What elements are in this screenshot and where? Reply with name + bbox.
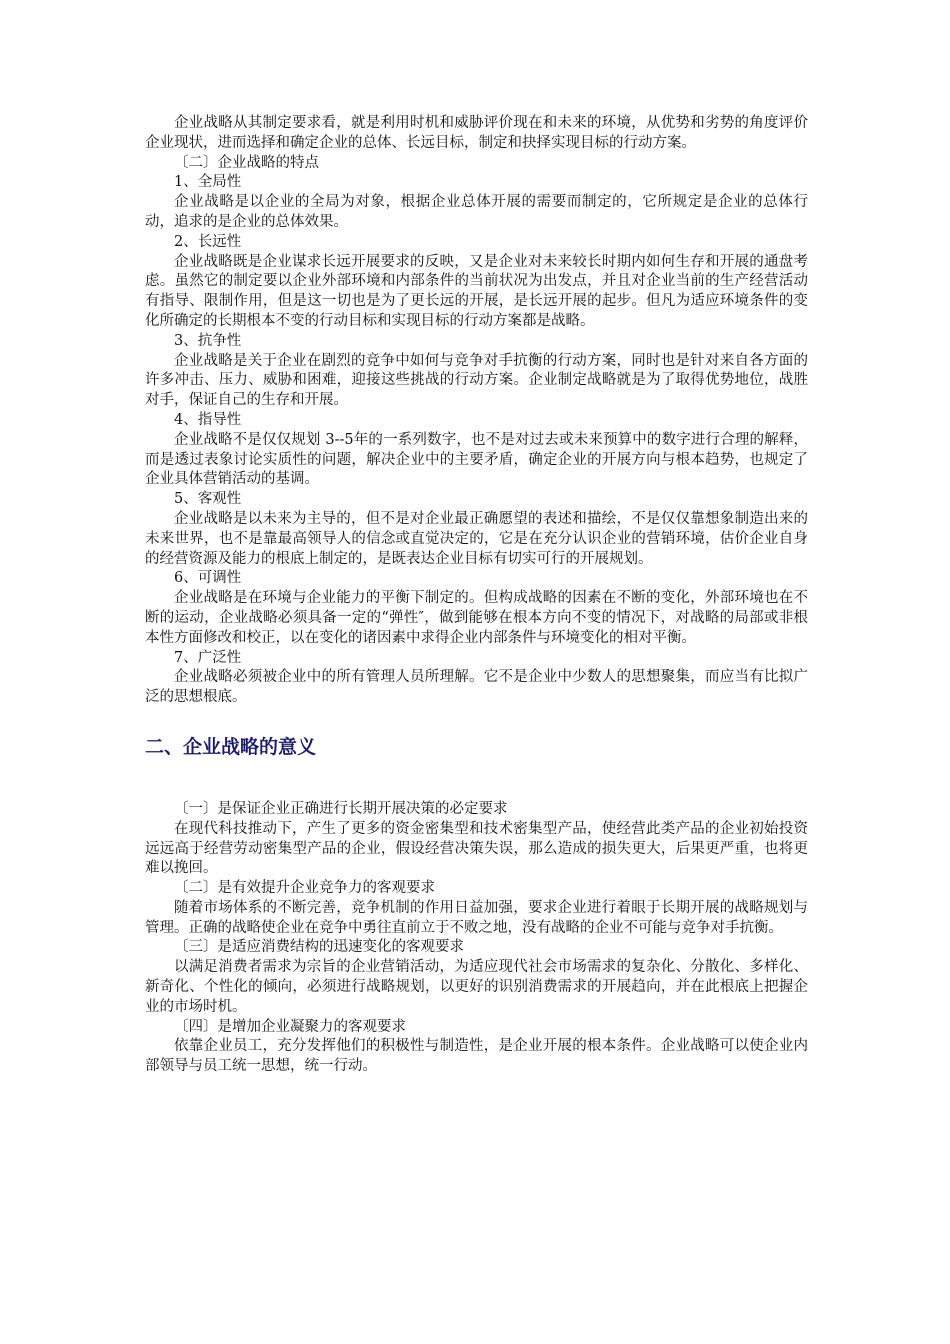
feature-text: 企业战略必须被企业中的所有管理人员所理解。它不是企业中少数人的思想聚集，而应当有比拟广泛的思想根底。 bbox=[145, 669, 808, 706]
significance-title: 〔一〕是保证企业正确进行长期开展决策的必定要求 bbox=[174, 800, 508, 817]
intro-paragraph: 企业战略从其制定要求看，就是利用时机和威胁评价现在和未来的环境，从优势和劣势的角度评价企业现状，进而选择和确定企业的总体、长远目标，制定和抉择实现目标的行动方案。 bbox=[145, 115, 808, 151]
significance-title: 〔四〕是增加企业凝聚力的客观要求 bbox=[174, 1018, 406, 1035]
feature-title: 3、抗争性 bbox=[174, 332, 242, 349]
document-page bbox=[145, 114, 808, 1077]
feature-text: 企业战略是以企业的全局为对象，根据企业总体开展的需要而制定的，它所规定是企业的总体行动，追求的是企业的总体效果。 bbox=[145, 194, 808, 230]
feature-title: 2、长远性 bbox=[174, 233, 242, 250]
significance-text: 以满足消费者需求为宗旨的企业营销活动，为适应现代社会市场需求的复杂化、分散化、多样化、新奇化、个性化的倾向，必须进行战略规划，以更好的识别消费需求的开展趋向，并在此根底上把握企业的市场时机。 bbox=[145, 959, 808, 1015]
feature-title: 1、全局性 bbox=[174, 174, 242, 191]
feature-text: 企业战略是关于企业在剧烈的竞争中如何与竞争对手抗衡的行动方案，同时也是针对来自各方面的许多冲击、压力、威胁和困难，迎接这些挑战的行动方案。企业制定战略就是为了取得优势地位，战胜对手，保证自己的生存和开展。 bbox=[145, 352, 808, 409]
significance-title: 〔二〕是有效提升企业竞争力的客观要求 bbox=[174, 880, 435, 897]
significance-title: 〔三〕是适应消费结构的迅速变化的客观要求 bbox=[174, 939, 464, 956]
feature-text: 企业战略不是仅仅规划 3--5年的一系列数字，也不是对过去或未来预算中的数字进行合理的解释，而是透过表象讨论实质性的问题，解决企业中的主要矛盾，确定企业的开展方向与根本趋势，也规定了企业具体营销活动的基调。 bbox=[145, 431, 808, 488]
feature-text: 企业战略是以未来为主导的，但不是对企业最正确愿望的表述和描绘，不是仅仅靠想象制造出来的未来世界，也不是靠最高领导人的信念或直觉决定的，它是在充分认识企业的营销环境，估价企业自身的经营资源及能力的根底上制定的，是既表达企业目标有切实可行的开展规划。 bbox=[145, 510, 808, 567]
feature-title: 6、可调性 bbox=[174, 570, 242, 587]
feature-text: 企业战略是在环境与企业能力的平衡下制定的。但构成战略的因素在不断的变化，外部环境也在不断的运动，企业战略必须具备一定的“弹性″，做到能够在根本方向不变的情况下，对战略的局部或非根本性方面修改和校正，以在变化的诸因素中求得企业内部条件与环境变化的相对平衡。 bbox=[145, 590, 808, 646]
features-heading: 〔二〕企业战略的特点 bbox=[174, 154, 319, 171]
feature-title: 4、指导性 bbox=[174, 411, 242, 428]
feature-title: 7、广泛性 bbox=[174, 649, 242, 666]
significance-text: 在现代科技推动下，产生了更多的资金密集型和技术密集型产品，使经营此类产品的企业初始投资远远高于经营劳动密集型产品的企业，假设经营决策失误，那么造成的损失更大，后果更严重，也将更难以挽回。 bbox=[145, 820, 808, 877]
feature-title: 5、客观性 bbox=[174, 491, 242, 508]
feature-text: 企业战略既是企业谋求长远开展要求的反映，又是企业对未来较长时期内如何生存和开展的通盘考虑。虽然它的制定要以企业外部环境和内部条件的当前状况为出发点，并且对企业当前的生产经营活动有指导、限制作用，但是这一切也是为了更长远的开展，是长远开展的起步。但凡为适应环境条件的变化所确定的长期根本不变的行动目标和实现目标的行动方案都是战略。 bbox=[145, 253, 808, 329]
section-heading: 二、企业战略的意义 bbox=[145, 735, 317, 758]
significance-text: 依靠企业员工，充分发挥他们的积极性与制造性，是企业开展的根本条件。企业战略可以使企业内部领导与员工统一思想，统一行动。 bbox=[145, 1038, 808, 1075]
significance-text: 随着市场体系的不断完善，竞争机制的作用日益加强，要求企业进行着眼于长期开展的战略规划与管理。正确的战略使企业在竞争中勇往直前立于不败之地，没有战略的企业不可能与竞争对手抗衡。 bbox=[145, 899, 808, 936]
